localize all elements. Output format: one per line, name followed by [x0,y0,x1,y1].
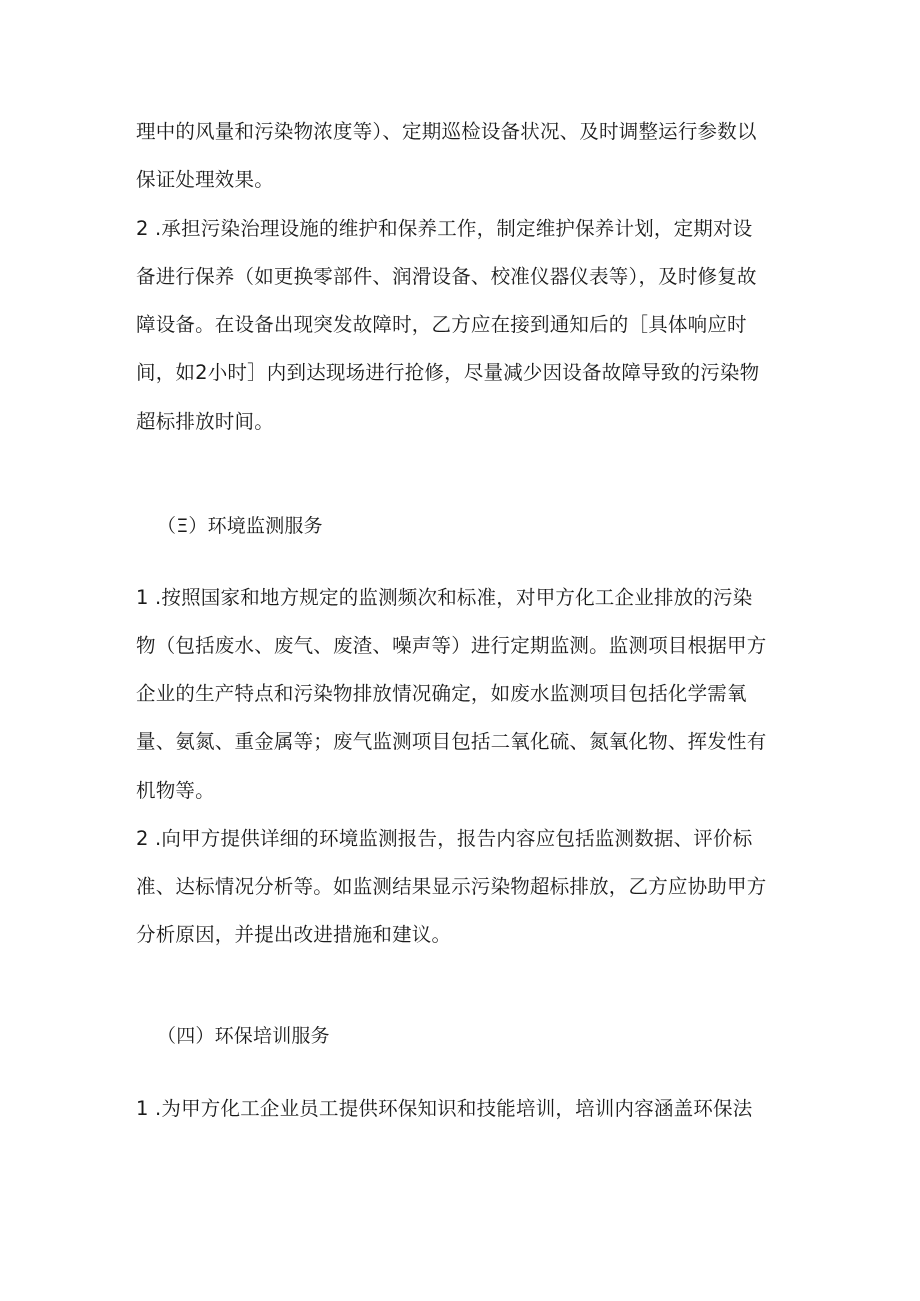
paragraph-line: 间，如2小时］内到达现场进行抢修，尽量减少因设备故障导致的污染物 [136,361,760,384]
paragraph-line: 1 .按照国家和地方规定的监测频次和标准，对甲方化工企业排放的污染 [136,586,753,609]
paragraph-line: 量、氨氮、重金属等；废气监测项目包括二氧化硫、氮氧化物、挥发性有 [136,730,767,753]
paragraph-line: 机物等。 [136,779,215,802]
paragraph-line: 2 .承担污染治理设施的维护和保养工作，制定维护保养计划，定期对设 [136,217,753,240]
paragraph-line: 理中的风量和污染物浓度等）、定期巡检设备状况、及时调整运行参数以 [136,120,757,143]
paragraph-line: 1 .为甲方化工企业员工提供环保知识和技能培训，培训内容涵盖环保法 [136,1097,753,1120]
paragraph-line: 障设备。在设备出现突发故障时，乙方应在接到通知后的［具体响应时 [136,313,747,336]
paragraph-line: 企业的生产特点和污染物排放情况确定，如废水监测项目包括化学需氧 [136,682,747,705]
paragraph-line: 备进行保养（如更换零部件、润滑设备、校准仪器仪表等），及时修复故 [136,265,757,288]
paragraph-line: 分析原因，并提出改进措施和建议。 [136,923,452,946]
paragraph-line: 物（包括废水、废气、废渣、噪声等）进行定期监测。监测项目根据甲方 [136,634,767,657]
paragraph-line: 超标排放时间。 [136,410,274,433]
paragraph-line: 保证处理效果。 [136,168,274,191]
section-heading: （Ξ）环境监测服务 [157,515,323,537]
paragraph-line: 2 .向甲方提供详细的环境监测报告，报告内容应包括监测数据、评价标 [136,827,753,850]
paragraph-line: 准、达标情况分析等。如监测结果显示污染物超标排放，乙方应协助甲方 [136,875,767,898]
section-heading: （四）环保培训服务 [157,1025,330,1047]
